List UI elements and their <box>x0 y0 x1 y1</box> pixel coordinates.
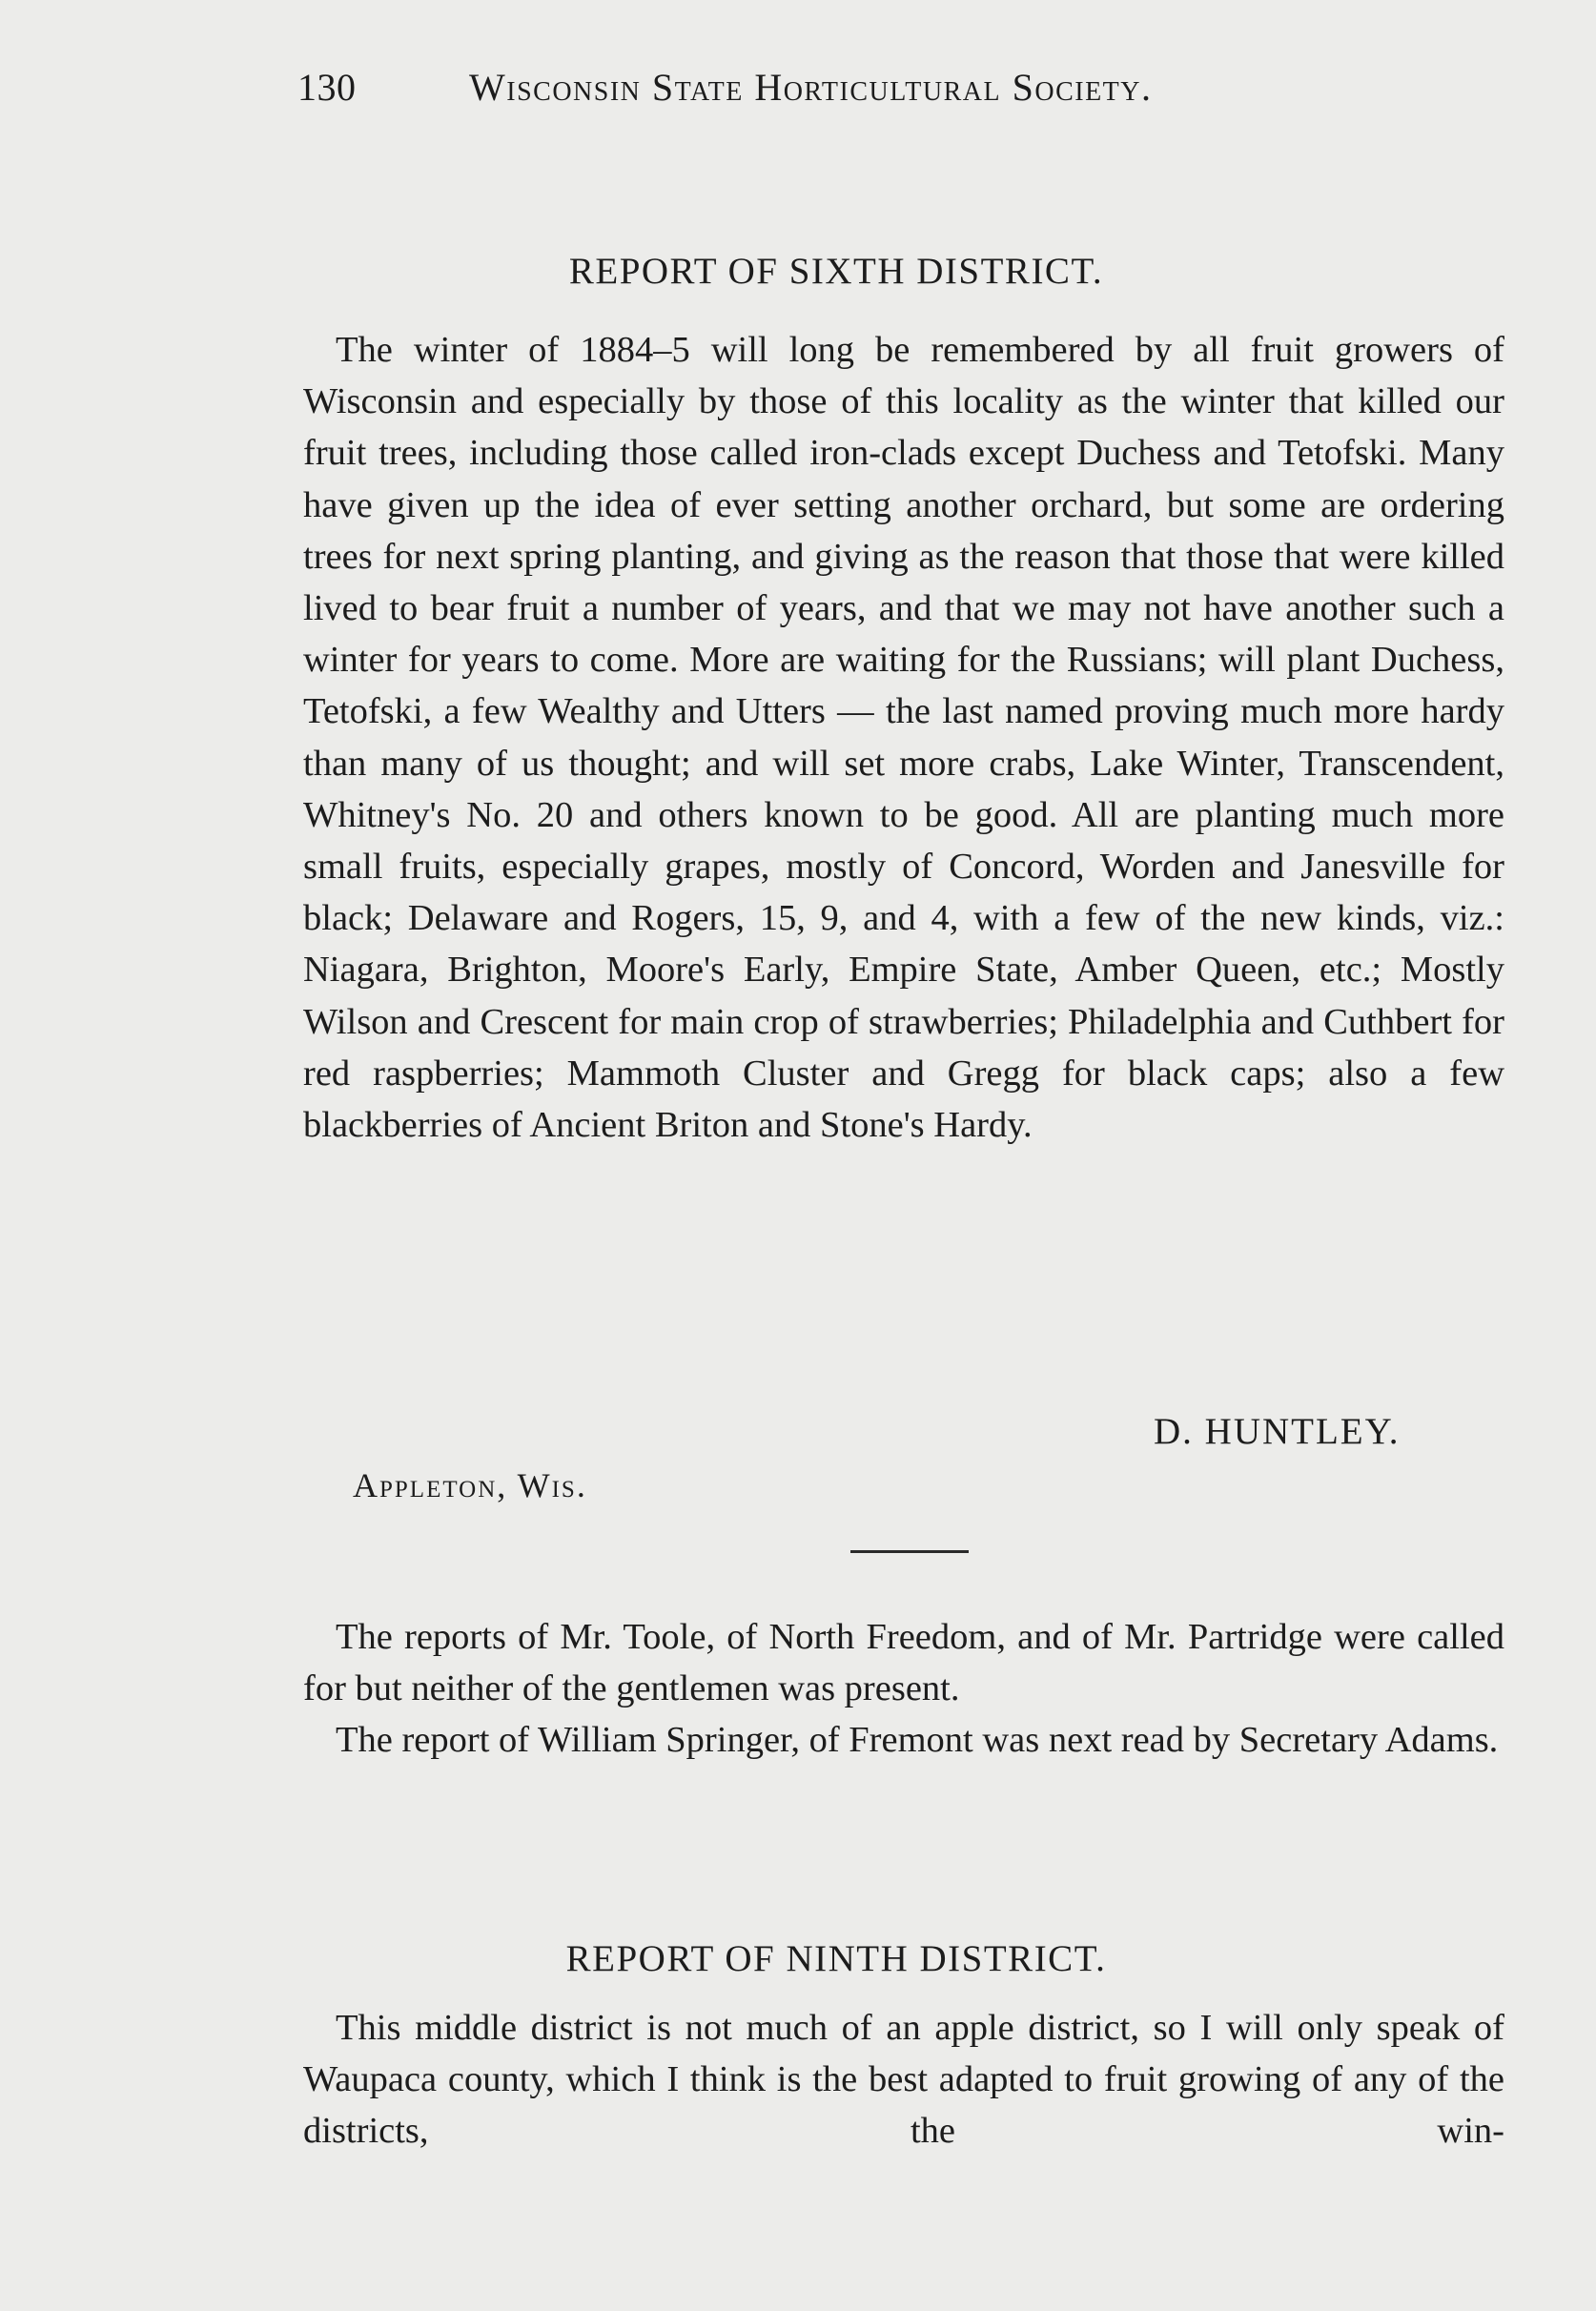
signature: D. HUNTLEY. <box>1154 1411 1401 1452</box>
journal-title: Wisconsin State Horticultural Society. <box>469 66 1153 109</box>
signature-place: Appleton, Wis. <box>353 1466 587 1504</box>
sixth-district-paragraph: The winter of 1884–5 will long be remembered by all fruit growers of Wisconsin and especially by those of this locality as the winter that killed our fruit trees, including those called iron-clads except Duchess and Tetofski. Many have given up the idea of ever setting another orchard, but some are ordering trees for next spring planting, and giving as the reason that those that were killed lived to bear fruit a number of years, and that we may not have another such a winter for years to come. More are waiting for the Russians; will plant Duchess, Tetofski, a few Wealthy and Utters — the last named proving much more hardy than many of us thought; and will set more crabs, Lake Winter, Transcendent, Whitney's No. 20 and others known to be good. All are planting much more small fruits, especially grapes, mostly of Concord, Worden and Janesville for black; Delaware and Rogers, 15, 9, and 4, with a few of the new kinds, viz.: Niagara, Brighton, Moore's Early, Empire State, Amber Queen, etc.; Mostly Wilson and Crescent for main crop of strawberries; Philadelphia and Cuthbert for red raspberries; Mammoth Cluster and Gregg for black caps; also a few blackberries of Ancient Briton and Stone's Hardy. <box>303 330 1504 1146</box>
ninth-district-paragraph: This middle district is not much of an apple district, so I will only speak of Waupaca county, which I think is the best adapted to fruit growing of any of the districts, the win- <box>303 2008 1504 2152</box>
page-number: 130 <box>297 66 357 109</box>
interlude-body <box>303 1611 1504 1767</box>
sixth-district-body <box>303 324 1504 1151</box>
section-heading-sixth-district: REPORT OF SIXTH DISTRICT. <box>568 251 1104 292</box>
section-heading-ninth-district: REPORT OF NINTH DISTRICT. <box>565 1938 1107 1979</box>
interlude-paragraph-1: The reports of Mr. Toole, of North Freedom, and of Mr. Partridge were called for but neither of the gentlemen was present. <box>303 1617 1504 1709</box>
interlude-paragraph-2: The report of William Springer, of Fremont was next read by Secretary Adams. <box>336 1720 1499 1761</box>
running-head <box>297 65 1365 110</box>
ninth-district-body <box>303 2002 1504 2158</box>
section-divider <box>850 1550 969 1553</box>
